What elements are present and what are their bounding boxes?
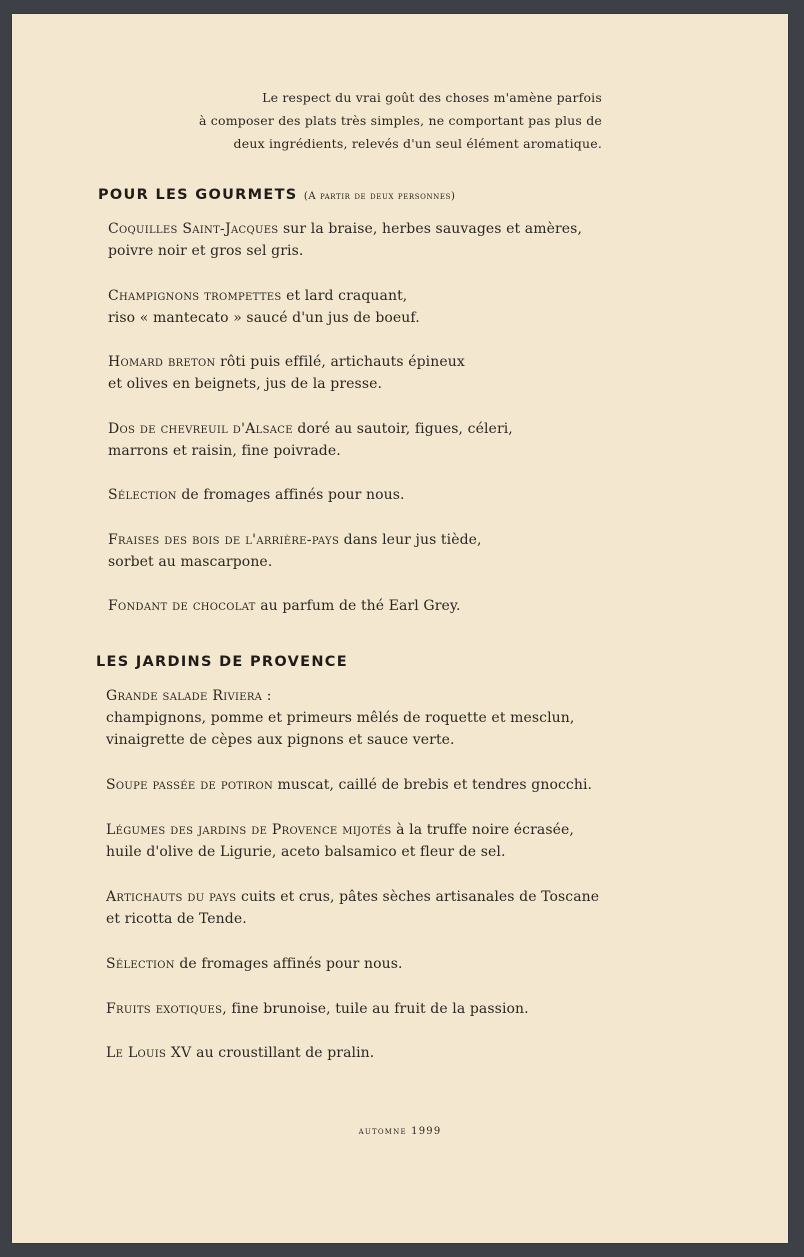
dish-item bbox=[108, 218, 582, 262]
dish-name: Grande salade Riviera bbox=[106, 688, 263, 704]
section-note: (A partir de deux personnes) bbox=[303, 191, 456, 202]
dish-item bbox=[108, 484, 405, 506]
dish-name: Coquilles Saint-Jacques bbox=[108, 221, 279, 237]
dish-item bbox=[106, 819, 574, 863]
dish-name: Sélection bbox=[106, 956, 175, 972]
dish-description: marrons et raisin, fine poivrade. bbox=[108, 443, 341, 459]
dish-item bbox=[106, 1042, 374, 1064]
dish-description: doré au sautoir, figues, céleri, bbox=[292, 421, 513, 437]
dish-name: Homard breton bbox=[108, 354, 216, 370]
dish-description: muscat, caillé de brebis et tendres gnocchi. bbox=[273, 777, 593, 793]
dish-description: sorbet au mascarpone. bbox=[108, 554, 273, 570]
section-title-text: POUR LES GOURMETS bbox=[98, 187, 298, 203]
dish-description: huile d'olive de Ligurie, aceto balsamico et fleur de sel. bbox=[106, 844, 506, 860]
dish-description: , fine brunoise, tuile au fruit de la passion. bbox=[222, 1001, 529, 1017]
dish-name: Fraises des bois de l'arrière-pays bbox=[108, 532, 340, 548]
dish-description: à la truffe noire écrasée, bbox=[391, 822, 574, 838]
dish-description: et ricotta de Tende. bbox=[106, 911, 247, 927]
dish-name: Fruits exotiques bbox=[106, 1001, 223, 1017]
intro-line: deux ingrédients, relevés d'un seul élément aromatique. bbox=[233, 136, 602, 151]
dish-description: dans leur jus tiède, bbox=[339, 532, 482, 548]
dish-name: Soupe passée de potiron bbox=[106, 777, 273, 793]
dish-description: poivre noir et gros sel gris. bbox=[108, 243, 304, 259]
dish-description: de fromages affinés pour nous. bbox=[174, 956, 403, 972]
dish-name: Artichauts du pays bbox=[106, 889, 237, 905]
dish-name: Dos de chevreuil d'Alsace bbox=[108, 421, 293, 437]
dish-item bbox=[106, 953, 403, 975]
dish-item bbox=[106, 685, 574, 751]
dish-name: Fondant de chocolat bbox=[108, 598, 256, 614]
dish-description: au parfum de thé Earl Grey. bbox=[255, 598, 461, 614]
section-title-text: LES JARDINS DE PROVENCE bbox=[96, 654, 348, 670]
dish-name: Légumes des jardins de Provence mijotés bbox=[106, 822, 392, 838]
dish-description: vinaigrette de cèpes aux pignons et sauce verte. bbox=[106, 732, 455, 748]
section-title-jardins bbox=[96, 654, 348, 670]
dish-description: au croustillant de pralin. bbox=[191, 1045, 375, 1061]
dish-description: rôti puis effilé, artichauts épineux bbox=[215, 354, 465, 370]
dish-item bbox=[108, 529, 482, 573]
intro-line: à composer des plats très simples, ne comportant pas plus de bbox=[198, 113, 602, 128]
dish-description: cuits et crus, pâtes sèches artisanales de Toscane bbox=[236, 889, 600, 905]
dish-description: sur la braise, herbes sauvages et amères, bbox=[278, 221, 583, 237]
dish-item bbox=[106, 774, 592, 796]
dish-item bbox=[108, 418, 513, 462]
menu-date: automne 1999 bbox=[358, 1126, 442, 1137]
dish-description: et lard craquant, bbox=[281, 288, 408, 304]
intro-text bbox=[132, 86, 602, 155]
dish-item bbox=[106, 998, 529, 1020]
dish-name: Champignons trompettes bbox=[108, 288, 282, 304]
dish-description: : bbox=[262, 688, 272, 704]
dish-name: Sélection bbox=[108, 487, 177, 503]
dish-description: de fromages affinés pour nous. bbox=[176, 487, 405, 503]
dish-description: champignons, pomme et primeurs mêlés de roquette et mesclun, bbox=[106, 710, 575, 726]
dish-description: riso « mantecato » saucé d'un jus de boeuf. bbox=[108, 310, 420, 326]
dish-item bbox=[108, 351, 465, 395]
menu-sheet bbox=[12, 14, 788, 1243]
section-title-gourmets bbox=[98, 187, 456, 203]
dish-description: et olives en beignets, jus de la presse. bbox=[108, 376, 383, 392]
intro-line: Le respect du vrai goût des choses m'amène parfois bbox=[262, 90, 602, 105]
dish-item bbox=[106, 886, 599, 930]
dish-item bbox=[108, 285, 420, 329]
dish-item bbox=[108, 595, 461, 617]
dish-name: Le Louis XV bbox=[106, 1045, 192, 1061]
